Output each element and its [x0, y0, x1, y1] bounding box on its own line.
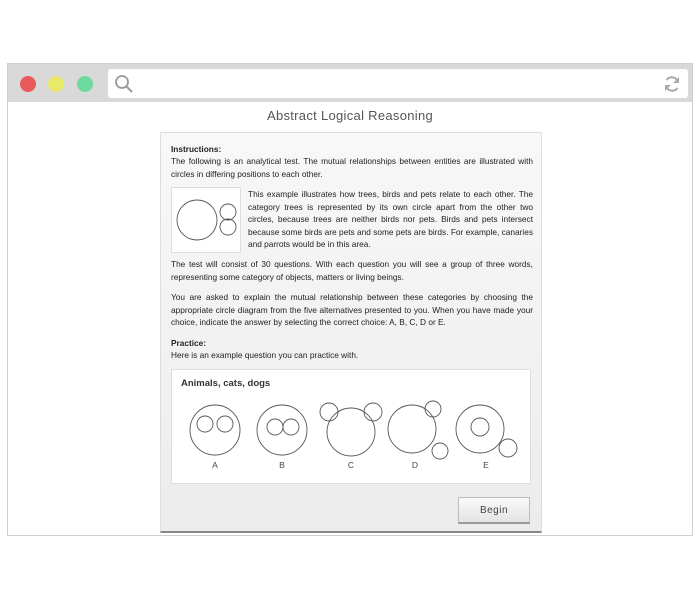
instructions-panel: [160, 132, 542, 533]
refresh-icon[interactable]: [662, 74, 682, 94]
option-d-diagram[interactable]: [388, 401, 448, 459]
test-info-text: The test will consist of 30 questions. With each question you will see a group of three words, representing some category of objects, matters or living beings.: [171, 259, 533, 282]
practice-question: [171, 369, 531, 484]
page-title: Abstract Logical Reasoning: [266, 108, 434, 123]
task-text: You are asked to explain the mutual relationship between these categories by choosing the appropriate circle diagram from the five alternatives presented to you. When you have made your choice, indicate the answer by selecting the correct choice: A, B, C, D or E.: [171, 292, 533, 328]
option-a-diagram[interactable]: [190, 405, 240, 455]
option-c-diagram[interactable]: [320, 403, 382, 456]
browser-toolbar: [8, 64, 692, 102]
practice-heading: Practice:: [171, 338, 207, 348]
search-icon: [114, 74, 134, 94]
option-e-diagram[interactable]: [456, 405, 517, 457]
option-b-diagram[interactable]: [257, 405, 307, 455]
option-c-label[interactable]: C: [347, 460, 355, 470]
example-circles: [172, 188, 242, 254]
browser-window: [7, 63, 693, 536]
example-text: This example illustrates how trees, birds and pets relate to each other. The category trees is represented by its own circle apart from the other two circles, because trees are neither birds nor pets. Birds and pets intersect because some birds are pets and some pets are birds. For example, canaries and parrots would be in this area.: [248, 189, 533, 250]
close-window-button[interactable]: [20, 76, 36, 92]
example-diagram: [171, 187, 241, 253]
option-d-label[interactable]: D: [411, 460, 419, 470]
option-e-label[interactable]: E: [483, 460, 489, 470]
minimize-window-button[interactable]: [48, 76, 64, 92]
option-a-label[interactable]: A: [212, 460, 218, 470]
begin-button[interactable]: Begin: [458, 497, 530, 524]
question-text: Animals, cats, dogs: [181, 378, 271, 389]
instructions-heading: Instructions:: [171, 144, 222, 154]
maximize-window-button[interactable]: [77, 76, 93, 92]
address-bar[interactable]: [108, 69, 688, 98]
practice-text: Here is an example question you can practice with.: [171, 350, 359, 360]
intro-text: The following is an analytical test. The mutual relationships between entities are illustrated with circles in differing positions to each other.: [171, 156, 533, 179]
option-b-label[interactable]: B: [279, 460, 285, 470]
